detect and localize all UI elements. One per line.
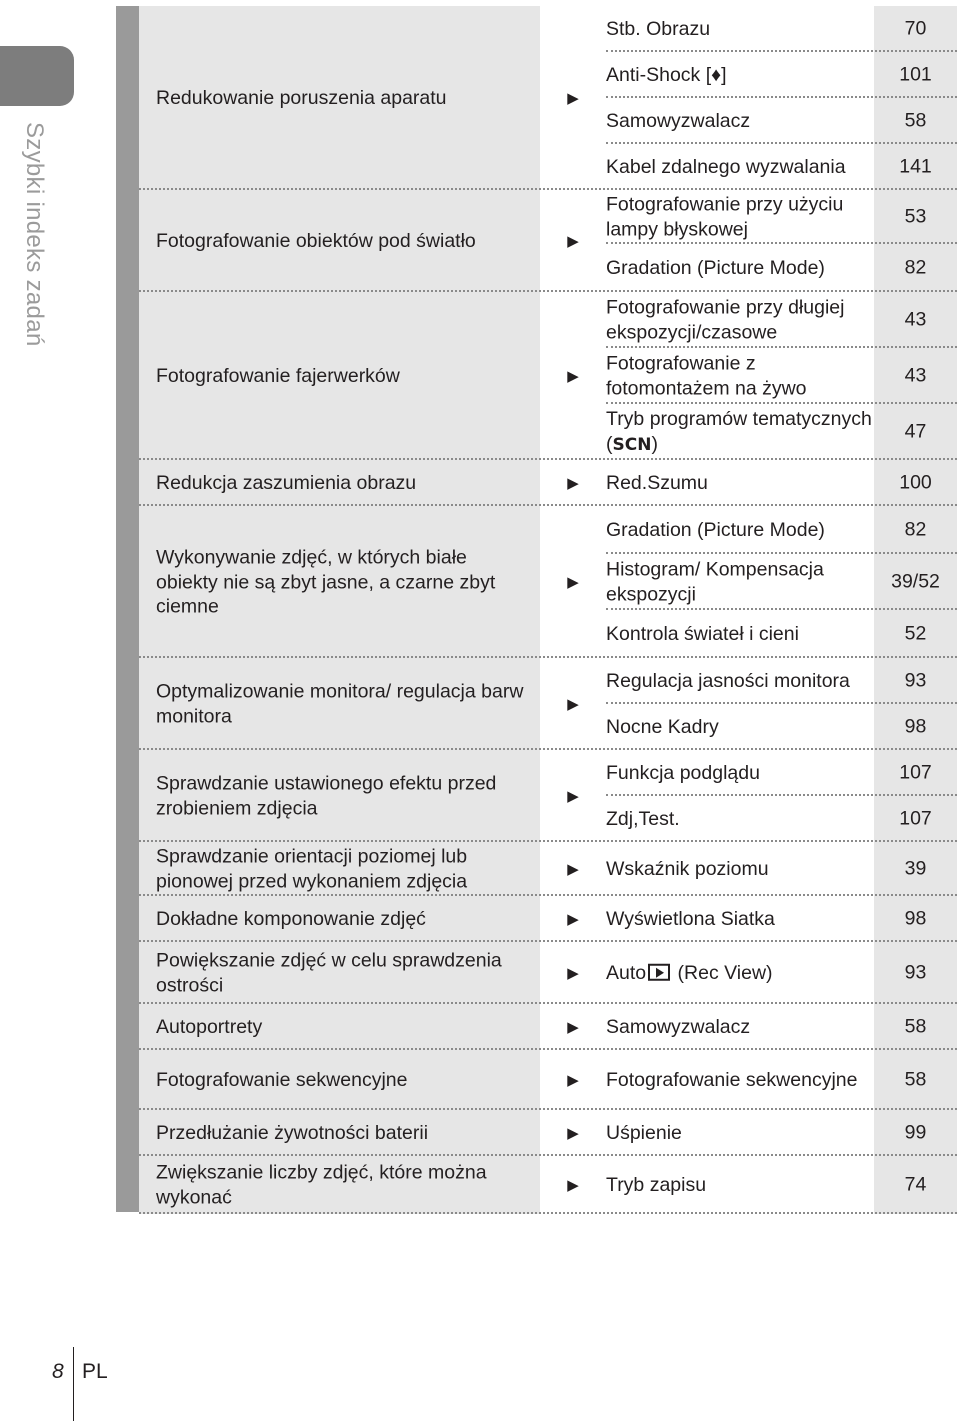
reference-label: Kabel zdalnego wyzwalania <box>606 155 846 178</box>
reference-item <box>606 98 957 144</box>
page-number-ref: 98 <box>904 907 927 930</box>
arrow-right-icon: ▶ <box>567 368 579 385</box>
table-row <box>139 292 957 460</box>
task-label: Przedłużanie żywotności baterii <box>156 1121 429 1144</box>
task-label: Redukcja zaszumienia obrazu <box>156 471 417 494</box>
page-number-ref: 47 <box>904 420 927 443</box>
page-number-ref: 39/52 <box>891 570 940 593</box>
arrow-right-icon: ▶ <box>567 861 579 878</box>
page-number-ref: 107 <box>899 807 932 830</box>
row-divider <box>139 1212 957 1214</box>
reference-item <box>606 52 957 98</box>
reference-label-text: ) <box>651 432 658 455</box>
reference-label-text: Auto <box>606 961 647 984</box>
page-number-ref: 58 <box>904 109 927 132</box>
page-cell <box>874 942 957 1004</box>
task-label: Sprawdzanie ustawionego efektu przed zrobieniem zdjęcia <box>156 772 497 819</box>
reference-label: Fotografowanie przy długiej ekspozycji/czasowe <box>606 296 845 343</box>
side-tab-title: Szybki indeks zadań <box>21 122 48 347</box>
task-label: Fotografowanie fajerwerków <box>156 364 400 387</box>
table-row <box>139 460 957 506</box>
reference-item <box>606 1110 957 1156</box>
reference-item <box>606 1050 957 1110</box>
reference-item <box>606 1004 957 1050</box>
table-row <box>139 842 957 896</box>
reference-item <box>606 404 957 460</box>
task-cell <box>139 292 540 460</box>
arrow-right-icon: ▶ <box>567 696 579 713</box>
table-row <box>139 506 957 658</box>
page-number-ref: 93 <box>904 961 927 984</box>
reference-item <box>606 292 957 348</box>
page-cell <box>874 1156 957 1214</box>
table-row <box>139 1050 957 1110</box>
task-cell <box>139 506 540 658</box>
page-number-ref: 70 <box>904 17 927 40</box>
arrow-right-icon: ▶ <box>567 475 579 492</box>
page-cell <box>874 144 957 190</box>
task-label: Fotografowanie sekwencyjne <box>156 1068 408 1091</box>
reference-label: Gradation (Picture Mode) <box>606 256 825 279</box>
arrow-right-icon: ▶ <box>567 911 579 928</box>
page-number-ref: 98 <box>904 715 927 738</box>
reference-label <box>606 407 874 457</box>
reference-label: Wskaźnik poziomu <box>606 857 769 880</box>
arrow-right-icon: ▶ <box>567 1072 579 1089</box>
reference-item <box>606 1156 957 1214</box>
table-row <box>139 6 957 190</box>
table-row <box>139 896 957 942</box>
side-tab <box>0 46 74 106</box>
reference-label: Tryb zapisu <box>606 1173 707 1196</box>
table-row <box>139 190 957 292</box>
page-cell <box>874 506 957 554</box>
arrow-right-icon: ▶ <box>567 1019 579 1036</box>
language-code: PL <box>82 1360 108 1383</box>
task-cell <box>139 842 540 896</box>
page-cell <box>874 1004 957 1050</box>
task-cell <box>139 460 540 506</box>
page-number-ref: 58 <box>904 1068 927 1091</box>
task-cell <box>139 190 540 292</box>
task-cell <box>139 1004 540 1050</box>
page-number-ref: 74 <box>904 1173 927 1196</box>
reference-item <box>606 348 957 404</box>
reference-item <box>606 6 957 52</box>
reference-label: Samowyzwalacz <box>606 109 751 132</box>
task-cell <box>139 1050 540 1110</box>
playback-icon <box>648 964 670 981</box>
reference-label-text: Tryb programów tematycznych ( <box>606 408 872 455</box>
page-cell <box>874 610 957 658</box>
reference-item <box>606 190 957 244</box>
task-label: Powiększanie zdjęć w celu sprawdzenia ostrości <box>156 949 502 996</box>
arrow-right-icon: ▶ <box>567 1125 579 1142</box>
table-row <box>139 750 957 842</box>
task-cell <box>139 896 540 942</box>
scn-mode-icon: SCN <box>612 434 652 455</box>
reference-label: Nocne Kadry <box>606 715 719 738</box>
page-cell <box>874 896 957 942</box>
page-number: 8 <box>52 1360 64 1383</box>
reference-item <box>606 704 957 750</box>
page-cell <box>874 404 957 460</box>
page-cell <box>874 292 957 348</box>
task-label: Sprawdzanie orientacji poziomej lub pionowej przed wykonaniem zdjęcia <box>156 845 468 892</box>
task-label: Redukowanie poruszenia aparatu <box>156 86 447 109</box>
footer-divider <box>73 1347 74 1421</box>
reference-label: Anti-Shock [♦] <box>606 63 727 86</box>
task-cell <box>139 1156 540 1214</box>
task-cell <box>139 942 540 1004</box>
reference-label: Wyświetlona Siatka <box>606 907 775 930</box>
reference-item <box>606 942 957 1004</box>
page-number-ref: 100 <box>899 471 932 494</box>
arrow-right-icon: ▶ <box>567 233 579 250</box>
reference-label: Fotografowanie przy użyciu lampy błyskowej <box>606 193 844 240</box>
table-row <box>139 1004 957 1050</box>
page-cell <box>874 1110 957 1156</box>
reference-label: Regulacja jasności monitora <box>606 669 850 692</box>
page-number-ref: 93 <box>904 669 927 692</box>
page-cell <box>874 52 957 98</box>
reference-item <box>606 460 957 506</box>
task-cell <box>139 6 540 190</box>
page-cell <box>874 796 957 842</box>
arrow-right-icon: ▶ <box>567 788 579 805</box>
reference-label: Gradation (Picture Mode) <box>606 518 825 541</box>
arrow-right-icon: ▶ <box>567 1177 579 1194</box>
task-label: Dokładne komponowanie zdjęć <box>156 907 426 930</box>
page-cell <box>874 842 957 896</box>
reference-item <box>606 658 957 704</box>
page-number-ref: 43 <box>904 308 927 331</box>
page-cell <box>874 98 957 144</box>
reference-item <box>606 842 957 896</box>
reference-label: Histogram/ Kompensacja ekspozycji <box>606 558 824 605</box>
task-label: Zwiększanie liczby zdjęć, które można wykonać <box>156 1161 487 1208</box>
reference-label: Fotografowanie z fotomontażem na żywo <box>606 352 807 399</box>
reference-label: Funkcja podglądu <box>606 761 760 784</box>
page-cell <box>874 1050 957 1110</box>
task-label: Optymalizowanie monitora/ regulacja barw monitora <box>156 680 524 727</box>
arrow-right-icon: ▶ <box>567 965 579 982</box>
page-cell <box>874 244 957 292</box>
reference-label: Zdj,Test. <box>606 807 680 830</box>
page-number-ref: 82 <box>904 256 927 279</box>
task-label: Fotografowanie obiektów pod światło <box>156 229 476 252</box>
table-row <box>139 1110 957 1156</box>
reference-item <box>606 144 957 190</box>
task-label: Autoportrety <box>156 1015 263 1038</box>
table-row <box>139 658 957 750</box>
page-cell <box>874 348 957 404</box>
page-cell <box>874 554 957 610</box>
page-number-ref: 43 <box>904 364 927 387</box>
task-cell <box>139 1110 540 1156</box>
reference-item <box>606 554 957 610</box>
reference-label-text: (Rec View) <box>672 961 773 984</box>
table-row <box>139 1156 957 1214</box>
page-number-ref: 58 <box>904 1015 927 1038</box>
reference-label: Samowyzwalacz <box>606 1015 751 1038</box>
reference-label: Fotografowanie sekwencyjne <box>606 1068 858 1091</box>
reference-item <box>606 244 957 292</box>
reference-item <box>606 796 957 842</box>
page-cell <box>874 190 957 244</box>
page-number-ref: 52 <box>904 622 927 645</box>
task-cell <box>139 750 540 842</box>
reference-item <box>606 750 957 796</box>
page-number-ref: 141 <box>899 155 932 178</box>
page-number-ref: 82 <box>904 518 927 541</box>
arrow-right-icon: ▶ <box>567 574 579 591</box>
page-cell <box>874 658 957 704</box>
page-cell <box>874 750 957 796</box>
reference-label: Uśpienie <box>606 1121 682 1144</box>
table-row <box>139 942 957 1004</box>
task-cell <box>139 658 540 750</box>
page-cell <box>874 6 957 52</box>
page-number-ref: 101 <box>899 63 932 86</box>
reference-item <box>606 506 957 554</box>
reference-item <box>606 610 957 658</box>
reference-label: Stb. Obrazu <box>606 17 711 40</box>
page-number-ref: 107 <box>899 761 932 784</box>
page-cell <box>874 460 957 506</box>
reference-label <box>606 961 874 986</box>
reference-label: Red.Szumu <box>606 471 708 494</box>
page-cell <box>874 704 957 750</box>
arrow-right-icon: ▶ <box>567 90 579 107</box>
reference-item <box>606 896 957 942</box>
reference-label: Kontrola świateł i cieni <box>606 622 799 645</box>
task-label: Wykonywanie zdjęć, w których białe obiekty nie są zbyt jasne, a czarne zbyt ciemne <box>156 546 496 618</box>
left-bar <box>116 6 139 1212</box>
page-number-ref: 39 <box>904 857 927 880</box>
page-number-ref: 99 <box>904 1121 927 1144</box>
page-number-ref: 53 <box>904 205 927 228</box>
